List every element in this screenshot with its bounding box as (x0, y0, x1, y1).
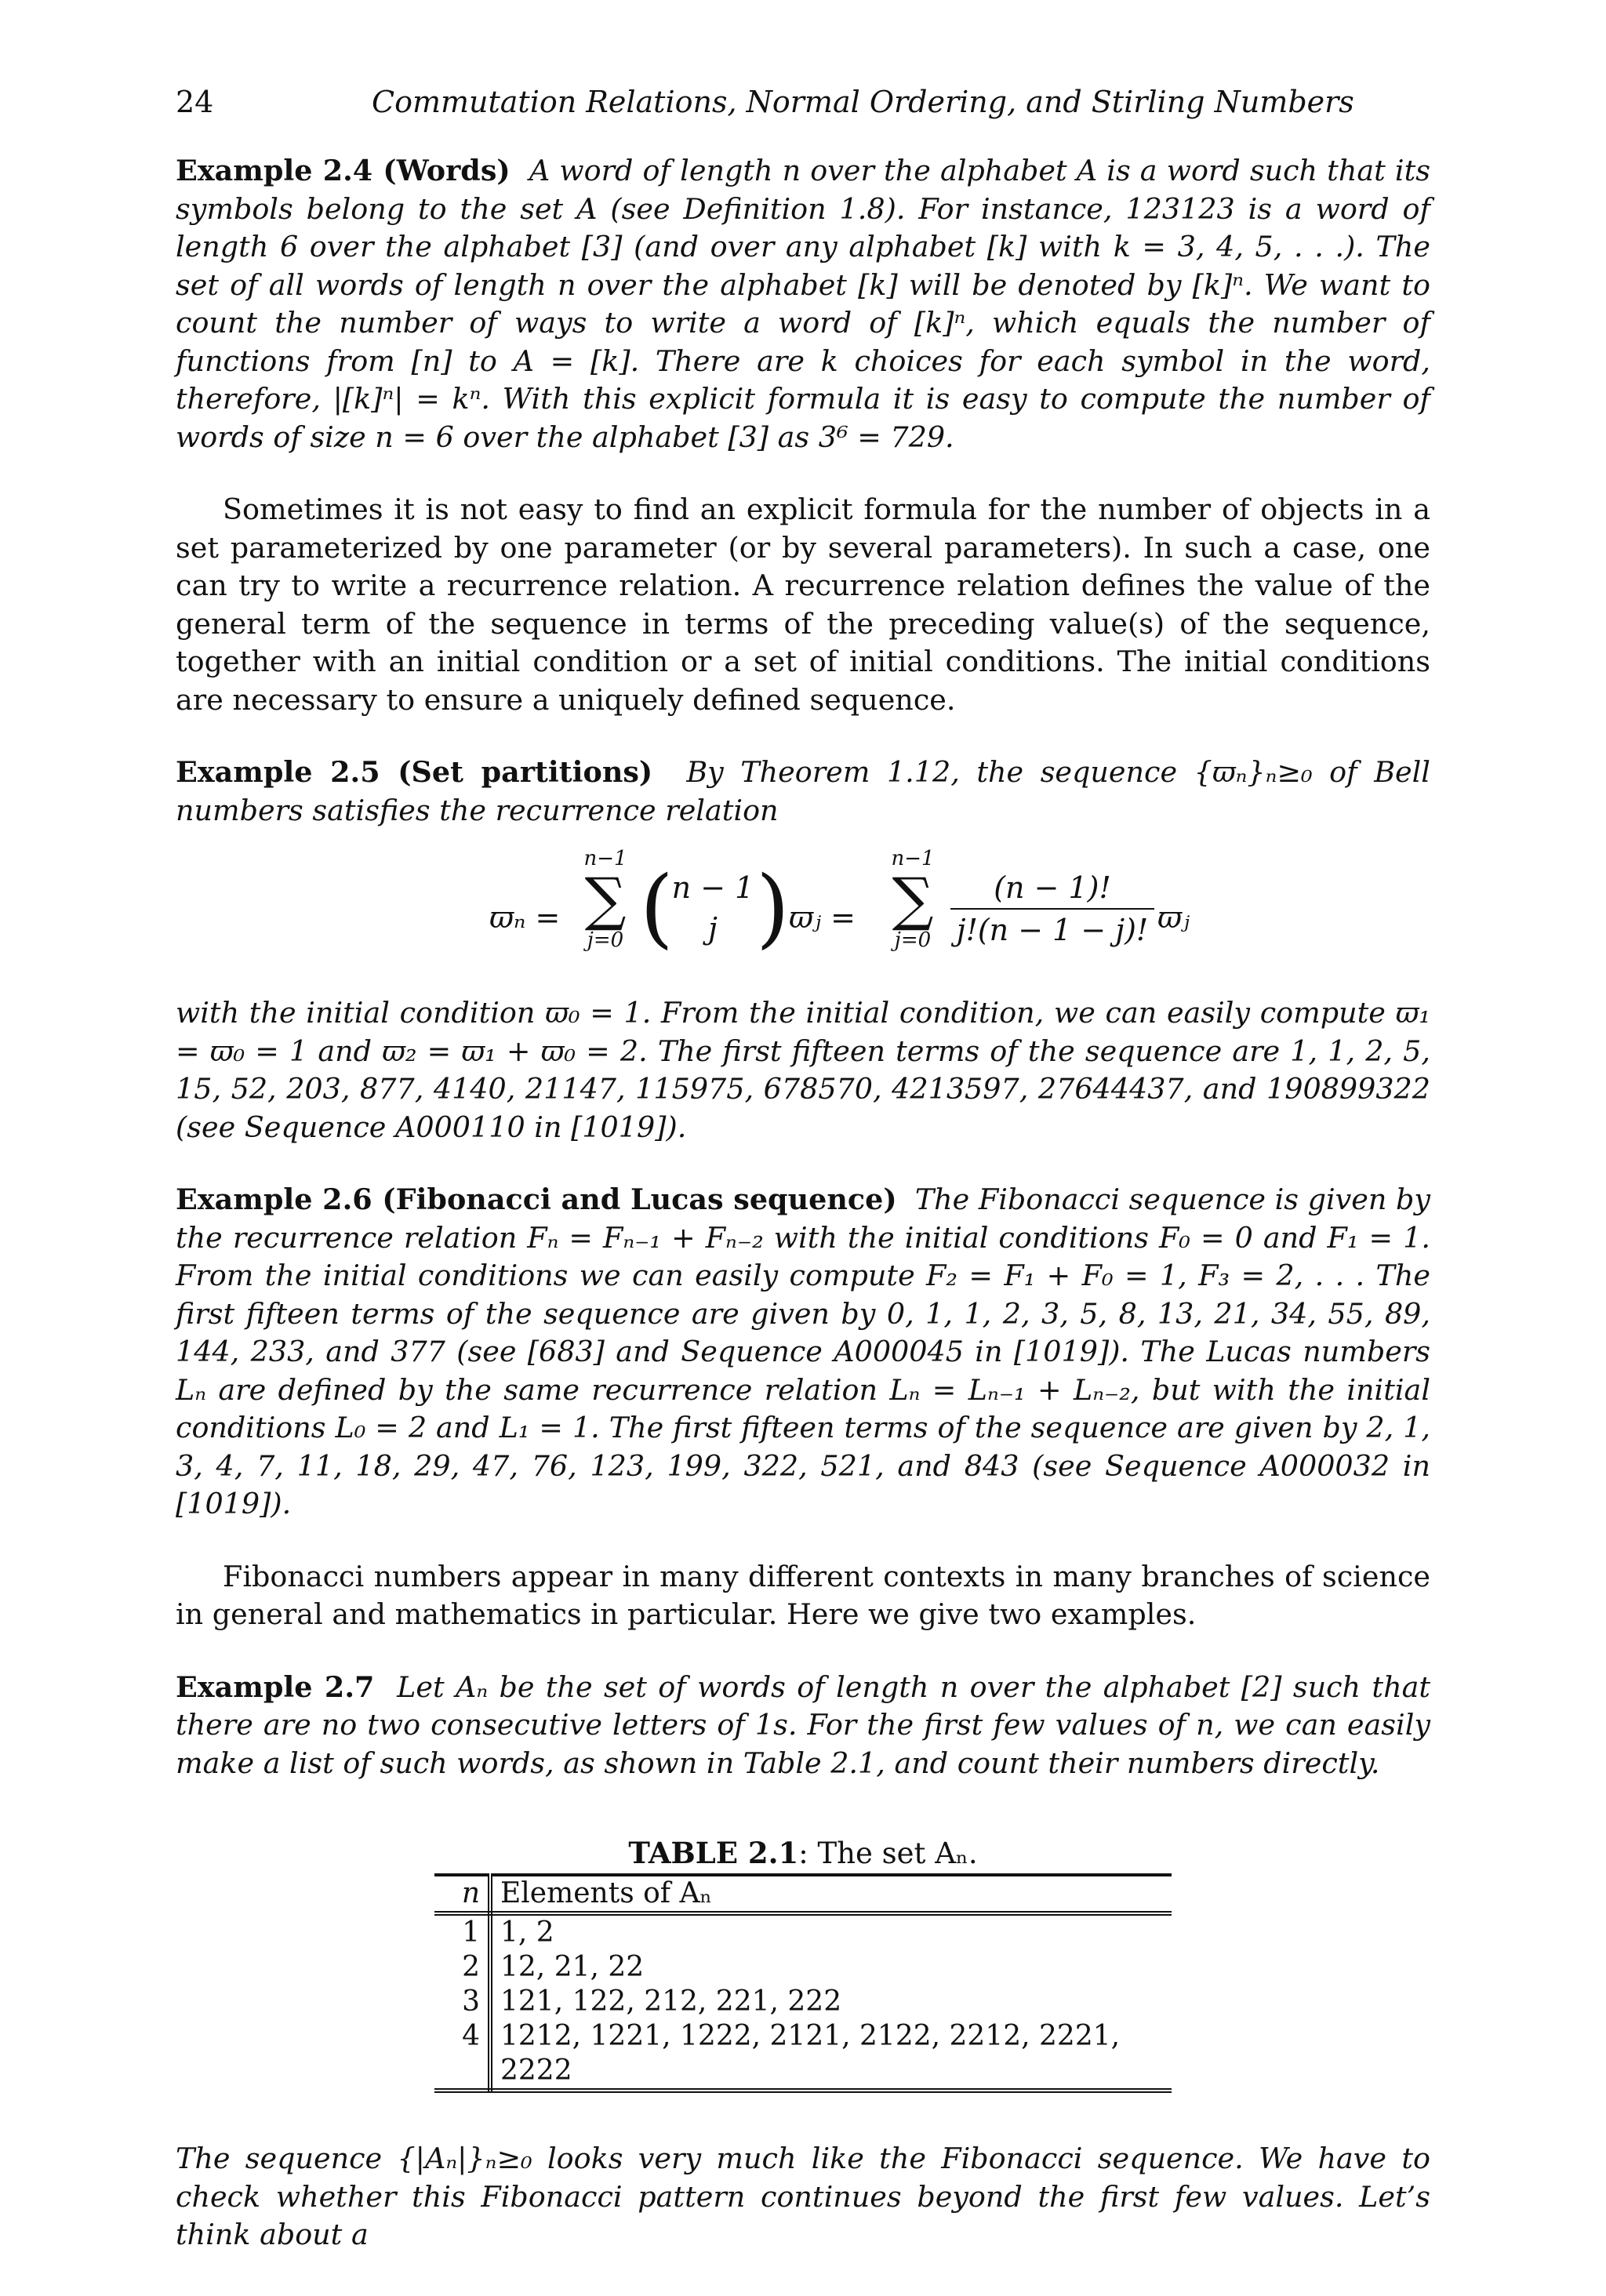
table-cell-elements: 12, 21, 22 (500, 1951, 645, 1983)
paragraph-fibonacci: Fibonacci numbers appear in many different contexts in many branches of science in general and mathematics in particular. Here we give two examples. (176, 1559, 1430, 1631)
table-caption-text: : The set Aₙ. (798, 1836, 978, 1870)
fraction (950, 870, 1154, 947)
sigma-icon: ∑ (584, 866, 627, 933)
fraction-denominator: j!(n − 1 − j)! (956, 913, 1149, 947)
example-2-5-label: Example 2.5 (Set partitions) (176, 755, 653, 789)
sum-1-upper: n−1 (583, 847, 627, 870)
sum-2-upper: n−1 (891, 847, 935, 870)
table-cell-n: 3 (434, 1985, 490, 2019)
formula-term-2: ϖⱼ (1157, 900, 1190, 935)
example-2-4 (176, 152, 1430, 456)
running-title: Commutation Relations, Normal Ordering, and Stirling Numbers (372, 85, 1354, 119)
example-2-5-intro: By Theorem 1.12, the sequence {ϖₙ}ₙ≥₀ of Bell numbers satisfies the recurrence relation (176, 755, 1430, 827)
sum-2-lower: j=0 (894, 928, 932, 952)
binom-top: n − 1 (671, 870, 754, 905)
example-2-6-text: The Fibonacci sequence is given by the recurrence relation Fₙ = Fₙ₋₁ + Fₙ₋₂ with the initial conditions F₀ = 0 and F₁ = 1. From the initial conditions we can easily compute F₂ = F₁ + F₀ = 1, F₃ = 2, . . . The first fifteen terms of the sequence are given by 0, 1, 1, 2, 3, 5, 8, 13, 21, 34, 55, 89, 144, 233, and 377 (see [683] and Sequence A000045 in [1019]). The Lucas numbers Lₙ are defined by the same recurrence relation Lₙ = Lₙ₋₁ + Lₙ₋₂, but with the initial conditions L₀ = 2 and L₁ = 1. The first fifteen terms of the sequence are given by 2, 1, 3, 4, 7, 11, 18, 29, 47, 76, 123, 199, 322, 521, and 843 (see Sequence A000032 in [1019]). (176, 1183, 1430, 1520)
table-header-row (434, 1875, 1172, 1913)
closing-paragraph: The sequence {|Aₙ|}ₙ≥₀ looks very much like the Fibonacci sequence. We have to check whether this Fibonacci pattern continues beyond the first few values. Let’s think about a (176, 2142, 1430, 2251)
table-cell-elements: 1212, 1221, 1222, 2121, 2122, 2212, 2221, 2222 (490, 2019, 1172, 2091)
fraction-bar (950, 908, 1154, 910)
binomial (670, 870, 756, 946)
formula-lhs: ϖₙ = (489, 900, 561, 935)
table-row (434, 1913, 1172, 1950)
sum-1-lower: j=0 (587, 928, 624, 952)
table-caption (176, 1836, 1430, 1870)
table-row (434, 2019, 1172, 2091)
table-header-elements: Elements of Aₙ (490, 1875, 1172, 1913)
table-2-1 (434, 1873, 1172, 2093)
example-2-7 (176, 1669, 1430, 1783)
example-2-5 (176, 754, 1430, 830)
example-2-7-label: Example 2.7 (176, 1669, 375, 1704)
table-header-n: n (434, 1875, 490, 1913)
bell-recurrence-formula (176, 847, 1430, 985)
table-caption-label: TABLE 2.1 (628, 1836, 799, 1870)
binom-left-paren: ( (640, 857, 674, 957)
example-2-7-text: Let Aₙ be the set of words of length n over the alphabet [2] such that there are no two consecutive letters of 1s. For the first few values of n, we can easily make a list of such words, as shown in Table 2.1, and count their numbers directly. (176, 1669, 1430, 1780)
table-cell-elements: 1, 2 (500, 1916, 554, 1949)
example-2-5-after: with the initial condition ϖ₀ = 1. From the initial condition, we can easily compute ϖ₁ = ϖ₀ = 1 and ϖ₂ = ϖ₁ + ϖ₀ = 2. The first fifteen terms of the sequence are 1, 1, 2, 5, 15, 52, 203, 877, 4140, 21147, 115975, 678570, 4213597, 27644437, and 190899322 (see Sequence A000110 in [1019]). (176, 996, 1430, 1144)
binom-right-paren: ) (756, 857, 790, 957)
formula-term-1: ϖⱼ = (789, 900, 856, 935)
paragraph-recurrence: Sometimes it is not easy to find an explicit formula for the number of objects in a set parameterized by one parameter (or by several parameters). In such a case, one can try to write a recurrence relation. A recurrence relation defines the value of the general term of the sequence in terms of the preceding value(s) of the sequence, together with an initial condition or a set of initial conditions. The initial conditions are necessary to ensure a uniquely defined sequence. (176, 492, 1430, 717)
table-cell-n: 1 (434, 1913, 490, 1950)
fraction-numerator: (n − 1)! (994, 870, 1111, 905)
example-2-4-text: A word of length n over the alphabet A is a word such that its symbols belong to the set A (see Definition 1.8). For instance, 123123 is a word of length 6 over the alphabet [3] (and over any alphabet [k] with k = 3, 4, 5, . . .). The set of all words of length n over the alphabet [k] will be denoted by [k]ⁿ. We want to count the number of ways to write a word of [k]ⁿ, which equals the number of functions from [n] to A = [k]. There are k choices for each symbol in the word, therefore, |[k]ⁿ| = kⁿ. With this explicit formula it is easy to compute the number of words of size n = 6 over the alphabet [3] as 3⁶ = 729. (176, 154, 1430, 454)
table-row (434, 1985, 1172, 2019)
example-2-6-label: Example 2.6 (Fibonacci and Lucas sequence) (176, 1183, 897, 1216)
sigma-icon: ∑ (892, 866, 934, 933)
example-2-6 (176, 1181, 1430, 1524)
example-2-4-label: Example 2.4 (Words) (176, 154, 511, 187)
table-cell-n: 2 (434, 1950, 490, 1985)
binom-bottom: j (708, 911, 718, 946)
sum-2 (881, 847, 944, 952)
page-number: 24 (176, 85, 214, 119)
sum-1 (574, 847, 637, 952)
table-row (434, 1950, 1172, 1985)
table-cell-n: 4 (434, 2019, 490, 2091)
running-header (176, 85, 1430, 129)
page (176, 85, 1430, 2254)
table-cell-elements: 121, 122, 212, 221, 222 (500, 1985, 842, 2018)
